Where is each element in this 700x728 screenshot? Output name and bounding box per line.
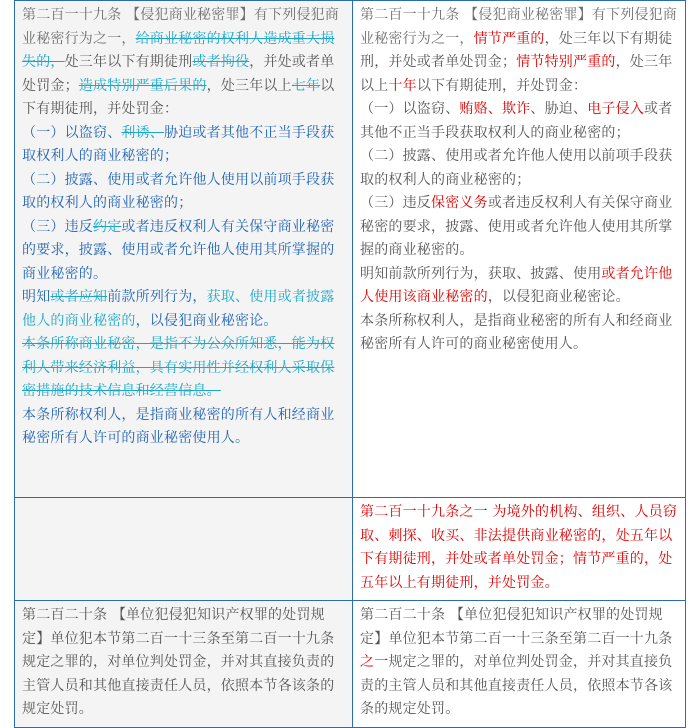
right-219-rights-holder-definition: 本条所称权利人，是指商业秘密的所有人和经商业秘密所有人许可的商业秘密使用人。 xyxy=(360,312,673,352)
deleted-text: 给商业秘密的权利人造成重大损失的， xyxy=(22,30,335,70)
row-article-219-1 xyxy=(15,498,686,601)
left-219-paragraph-knowing: 明知或者应知前款所列行为，获取、使用或者披露他人的商业秘密的，以侵犯商业秘密论。 xyxy=(22,289,335,329)
left-219-item-1: （一）以盗窃、利诱、胁迫或者其他不正当手段获取权利人的商业秘密的； xyxy=(22,124,335,164)
right-220-paragraph: 第二百二十条 【单位犯侵犯知识产权罪的处罚规定】单位犯本节第二百一十三条至第二百一十九条之一规定之罪的，对单位判处罚金，并对其直接负责的主管人员和其他直接责任人员，依照本节各该条的规定处罚。 xyxy=(360,607,673,717)
deleted-text: 或者拘役 xyxy=(192,54,250,70)
deleted-text: 或者应知 xyxy=(50,289,108,305)
left-cell-article-220 xyxy=(15,601,353,728)
right-219-item-2: （二）披露、使用或者允许他人使用以前项手段获取的权利人的商业秘密的； xyxy=(360,148,673,188)
right-219-paragraph-knowing: 明知前款所列行为，获取、披露、使用或者允许他人使用该商业秘密的，以侵犯商业秘密论。 xyxy=(360,265,673,305)
left-219-item-3: （三）违反约定或者违反权利人有关保守商业秘密的要求，披露、使用或者允许他人使用其所掌握的商业秘密的。 xyxy=(22,218,335,282)
left-219-rights-holder-definition: 本条所称权利人，是指商业秘密的所有人和经商业秘密所有人许可的商业秘密使用人。 xyxy=(22,406,335,446)
added-text: 情节严重的 xyxy=(473,30,545,47)
left-cell-empty xyxy=(15,498,353,601)
left-219-main-paragraph: 第二百一十九条 【侵犯商业秘密罪】有下列侵犯商业秘密行为之一，给商业秘密的权利人造成重大损失的，处三年以下有期徒刑或者拘役，并处或者单处罚金；造成特别严重后果的，处三年以上七年以下有期徒刑，并处罚金： xyxy=(22,7,340,117)
added-text: 电子侵入 xyxy=(587,101,645,117)
left-220-paragraph: 第二百二十条 【单位犯侵犯知识产权罪的处罚规定】单位犯本节第二百一十三条至第二百一十九条规定之罪的，对单位判处罚金，并对其直接负责的主管人员和其他直接责任人员，依照本节各该条的规定处罚。 xyxy=(22,607,335,717)
right-219-item-1: （一）以盗窃、贿赂、欺诈、胁迫、电子侵入或者其他不正当手段获取权利人的商业秘密的； xyxy=(360,101,673,141)
deleted-text: 利诱、 xyxy=(121,124,165,141)
modified-text: 获取、使用或者披露他人的商业秘密的 xyxy=(22,289,335,329)
left-219-deleted-definition: 本条所称商业秘密，是指不为公众所知悉，能为权利人带来经济利益，具有实用性并经权利人采取保密措施的技术信息和经营信息。 xyxy=(22,336,335,399)
added-text: 十年 xyxy=(388,77,417,94)
deleted-text: 造成特别严重后果的 xyxy=(78,77,207,94)
right-219-item-3: （三）违反保密义务或者违反权利人有关保守商业秘密的要求，披露、使用或者允许他人使用其所掌握的商业秘密的。 xyxy=(360,195,673,258)
row-article-220 xyxy=(15,601,686,728)
right-cell-article-219 xyxy=(353,1,686,498)
right-219-1-paragraph: 第二百一十九条之一 为境外的机构、组织、人员窃取、刺探、收买、非法提供商业秘密的，处五年以下有期徒刑，并处或者单处罚金；情节严重的，处五年以上有期徒刑，并处罚金。 xyxy=(360,504,678,591)
right-cell-article-219-1 xyxy=(353,498,686,601)
deleted-text: 七年 xyxy=(291,77,321,94)
right-219-main-paragraph: 第二百一十九条 【侵犯商业秘密罪】有下列侵犯商业秘密行为之一，情节严重的，处三年以下有期徒刑，并处或者单处罚金；情节特别严重的，处三年以上十年以下有期徒刑，并处罚金： xyxy=(360,7,678,94)
added-text: 贿赂、欺诈 xyxy=(459,101,531,117)
right-cell-article-220 xyxy=(353,601,686,728)
added-text: 或者允许他人使用该商业秘密的 xyxy=(360,265,673,305)
added-text: 情节特别严重的 xyxy=(516,54,616,70)
comparison-table xyxy=(14,0,686,728)
row-article-219 xyxy=(15,1,686,498)
left-219-item-2: （二）披露、使用或者允许他人使用以前项手段获取的权利人的商业秘密的； xyxy=(22,171,335,211)
left-cell-article-219 xyxy=(15,1,353,498)
added-text: 保密义务 xyxy=(431,195,488,211)
deleted-text: 约定 xyxy=(93,218,122,235)
added-text: 之一 xyxy=(360,654,389,670)
